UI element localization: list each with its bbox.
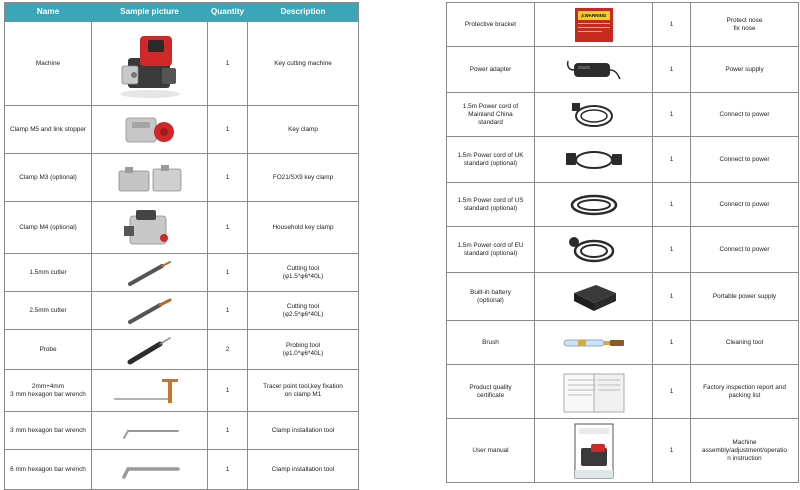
item-picture (535, 47, 653, 93)
table-row (5, 106, 359, 154)
item-description: Connect to power (691, 227, 799, 273)
table-row (447, 227, 799, 273)
item-quantity: 1 (653, 365, 691, 419)
item-quantity: 1 (653, 137, 691, 183)
item-quantity: 1 (653, 183, 691, 227)
item-quantity: 1 (208, 106, 248, 154)
item-picture (92, 370, 208, 412)
key-cutting-machine-icon (110, 28, 190, 100)
header-name: Name (5, 3, 92, 22)
item-quantity: 2 (208, 330, 248, 370)
table-row (447, 137, 799, 183)
table-row (5, 370, 359, 412)
item-picture (92, 254, 208, 292)
accessories-table-left (4, 2, 359, 490)
item-picture (92, 292, 208, 330)
item-name: Brush (447, 321, 535, 365)
item-name: 1.5m Power cord of Mainland China standard (447, 93, 535, 137)
item-quantity: 1 (208, 154, 248, 202)
item-picture (92, 22, 208, 106)
item-description: Clamp installation tool (248, 450, 359, 490)
item-description: Portable power supply (691, 273, 799, 321)
item-description: Key cutting machine (248, 22, 359, 106)
item-quantity: 1 (208, 202, 248, 254)
item-quantity: 1 (208, 450, 248, 490)
cutter-1-5mm-icon (124, 258, 176, 288)
item-description: Connect to power (691, 183, 799, 227)
table-row (447, 365, 799, 419)
item-name: Protective bracket (447, 3, 535, 47)
item-description: Connect to power (691, 93, 799, 137)
clamp-m3-icon (115, 159, 185, 197)
item-quantity: 1 (653, 227, 691, 273)
table-row (447, 273, 799, 321)
hex-wrench-t-icon (110, 375, 190, 407)
item-name: Clamp M4 (optional) (5, 202, 92, 254)
item-name: 1.5m Power cord of US standard (optional) (447, 183, 535, 227)
item-description: Cutting tool (φ1.5*φ6*40L) (248, 254, 359, 292)
item-name: Power adapter (447, 47, 535, 93)
clamp-m4-icon (120, 206, 180, 250)
item-name: 3 mm hexagon bar wrench (5, 412, 92, 450)
item-picture (535, 93, 653, 137)
power-cord-eu-icon (564, 234, 624, 266)
table-row (5, 22, 359, 106)
item-description: Machine assembly/adjustment/operatio n instruction (691, 419, 799, 483)
power-cord-us-icon (562, 190, 626, 220)
item-name: Built-in battery (optional) (447, 273, 535, 321)
table-row (447, 93, 799, 137)
warning-label-icon (575, 8, 613, 42)
item-picture (535, 183, 653, 227)
table-row (5, 330, 359, 370)
table-row (447, 3, 799, 47)
table-row (447, 419, 799, 483)
item-description: Protect nose fix nose (691, 3, 799, 47)
item-quantity: 1 (653, 321, 691, 365)
item-description: Clamp installation tool (248, 412, 359, 450)
table-row (5, 412, 359, 450)
table-row (5, 202, 359, 254)
item-description: Household key clamp (248, 202, 359, 254)
header-description: Description (248, 3, 359, 22)
header-picture: Sample picture (92, 3, 208, 22)
item-description: Connect to power (691, 137, 799, 183)
item-quantity: 1 (208, 22, 248, 106)
table-row (447, 321, 799, 365)
item-name: Clamp M5 and link stopper (5, 106, 92, 154)
item-name: Product quality certificate (447, 365, 535, 419)
cutter-2-5mm-icon (124, 296, 176, 326)
table-row (5, 154, 359, 202)
item-name: Clamp M3 (optional) (5, 154, 92, 202)
item-quantity: 1 (653, 47, 691, 93)
item-quantity: 1 (653, 3, 691, 47)
item-picture (92, 202, 208, 254)
item-picture (92, 330, 208, 370)
item-name: 1.5m Power cord of UK standard (optional) (447, 137, 535, 183)
hex-wrench-6mm-icon (118, 460, 182, 480)
item-quantity: 1 (208, 412, 248, 450)
brush-icon (558, 335, 630, 351)
item-quantity: 1 (208, 254, 248, 292)
item-picture (535, 227, 653, 273)
item-quantity: 1 (208, 370, 248, 412)
item-description: Tracer point tool,key fixation on clamp M1 (248, 370, 359, 412)
table-row (5, 450, 359, 490)
item-picture (92, 412, 208, 450)
item-quantity: 1 (653, 419, 691, 483)
table-row (447, 47, 799, 93)
hex-wrench-3mm-icon (118, 421, 182, 441)
header-quantity: Quantity (208, 3, 248, 22)
item-picture (92, 106, 208, 154)
accessories-table-right (446, 2, 799, 483)
item-description: FO21/SX9 key clamp (248, 154, 359, 202)
item-quantity: 1 (653, 93, 691, 137)
warning-sticker: ⚠WARNING (578, 11, 610, 20)
item-picture (535, 137, 653, 183)
item-picture (535, 419, 653, 483)
item-picture (535, 273, 653, 321)
item-picture (535, 365, 653, 419)
item-name: 1.5m Power cord of EU standard (optional) (447, 227, 535, 273)
item-description: Cutting tool (φ2.5*φ6*40L) (248, 292, 359, 330)
power-cord-cn-icon (566, 99, 622, 131)
power-adapter-icon (564, 55, 624, 85)
item-picture (535, 321, 653, 365)
item-picture (535, 3, 653, 47)
item-name: User manual (447, 419, 535, 483)
item-description: Power supply (691, 47, 799, 93)
battery-icon (566, 279, 622, 315)
item-quantity: 1 (208, 292, 248, 330)
item-name: 6 mm hexagon bar wrench (5, 450, 92, 490)
item-name: 2mm+4mm 3 mm hexagon bar wrench (5, 370, 92, 412)
probe-icon (124, 334, 176, 366)
table-row (447, 183, 799, 227)
item-description: Cleaning tool (691, 321, 799, 365)
item-name: 2.5mm cutter (5, 292, 92, 330)
power-cord-uk-icon (562, 145, 626, 175)
item-name: 1.5mm cutter (5, 254, 92, 292)
item-name: Probe (5, 330, 92, 370)
item-description: Factory inspection report and packing list (691, 365, 799, 419)
item-name: Machine (5, 22, 92, 106)
item-picture (92, 154, 208, 202)
item-description: Key clamp (248, 106, 359, 154)
item-quantity: 1 (653, 273, 691, 321)
certificate-icon (558, 370, 630, 414)
table-row (5, 254, 359, 292)
item-picture (92, 450, 208, 490)
clamp-m5-icon (120, 110, 180, 150)
user-manual-icon (569, 422, 619, 480)
item-description: Probing tool (φ1.0*φ6*40L) (248, 330, 359, 370)
table-row (5, 292, 359, 330)
table-header-row (5, 3, 359, 22)
